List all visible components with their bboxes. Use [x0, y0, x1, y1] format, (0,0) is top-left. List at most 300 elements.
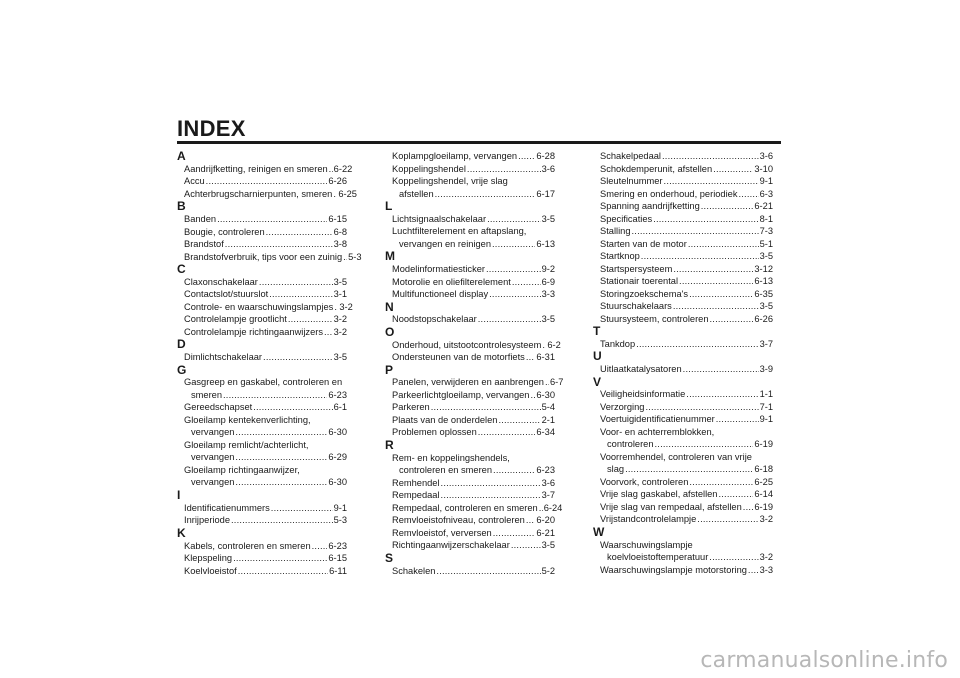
index-page-ref: 3-5: [541, 540, 555, 551]
index-entry: [593, 300, 773, 313]
index-letter-heading: K: [177, 525, 186, 540]
index-page-ref: 3-7: [759, 338, 773, 349]
index-entry-label: vervangen: [191, 477, 235, 488]
index-entry: [385, 426, 555, 439]
index-entry-label: Aandrijfketting, reinigen en smeren: [184, 163, 328, 174]
index-entry: [177, 313, 347, 326]
dot-leader: [493, 527, 536, 540]
index-entry-label: Specificaties: [600, 213, 653, 224]
index-entry: [593, 476, 773, 489]
index-entry: [593, 388, 773, 401]
index-page-ref: 3-2: [759, 514, 773, 525]
dot-leader: [312, 540, 328, 553]
index-entry-text: Gloeilamp richtingaanwijzer,: [184, 464, 300, 475]
index-page-ref: 6-19: [754, 501, 773, 512]
index-letter-heading: D: [177, 337, 186, 352]
index-entry: [385, 539, 555, 552]
index-page-ref: 6-14: [754, 489, 773, 500]
index-entry: [385, 150, 555, 163]
dot-leader: [343, 251, 347, 264]
dot-leader: [530, 389, 535, 402]
index-page-ref: 6-18: [754, 464, 773, 475]
index-entry-label: controleren: [607, 439, 654, 450]
index-page-ref: 9-2: [541, 264, 555, 275]
index-letter-heading: T: [593, 324, 601, 338]
index-entry: [593, 488, 773, 501]
dot-leader: [231, 514, 333, 527]
index-page-ref: 6-8: [333, 226, 347, 237]
index-entry-text: Gasgreep en gaskabel, controleren en: [184, 377, 343, 388]
index-letter-heading: A: [177, 149, 186, 163]
index-entry-label: Stalling: [600, 226, 631, 236]
dot-leader: [435, 188, 536, 201]
index-entry-label: Vrije slag gaskabel, afstellen: [600, 489, 718, 500]
dot-leader: [673, 263, 753, 276]
index-page-ref: 6-28: [536, 151, 555, 161]
index-entry-label: koelvloeistoftemperatuur: [607, 552, 709, 563]
index-entry-label: Richtingaanwijzerschakelaar: [392, 540, 510, 551]
index-entry-label: slag: [607, 464, 625, 475]
index-entry-label: Controlelampje richtingaanwijzers: [184, 326, 323, 337]
index-page-ref: 6-26: [328, 176, 347, 187]
index-entry: [177, 276, 347, 289]
index-entry: [385, 213, 555, 226]
index-entry-label: Parkeren: [392, 402, 430, 413]
index-page-ref: 6-30: [328, 477, 347, 488]
index-page-ref: 6-21: [754, 201, 773, 211]
dot-leader: [686, 388, 758, 401]
index-entry: [177, 514, 347, 527]
index-entry: [593, 438, 773, 451]
dot-leader: [288, 313, 333, 326]
index-page-ref: 3-8: [333, 239, 347, 250]
dot-leader: [478, 313, 541, 326]
dot-leader: [263, 351, 333, 364]
index-entry-label: Claxonschakelaar: [184, 276, 258, 287]
dot-leader: [636, 338, 758, 351]
index-page-ref: 9-1: [333, 502, 347, 513]
index-entry: [385, 389, 555, 402]
index-entry: [593, 250, 773, 263]
index-entry-label: Voorvork, controleren: [600, 476, 689, 487]
index-entry-label: Rempedaal: [392, 490, 440, 501]
index-entry-label: Starten van de motor: [600, 238, 687, 249]
index-page-ref: 3-2: [339, 301, 353, 312]
index-entry-text: Koppelingshendel, vrije slag: [392, 176, 508, 186]
index-letter-heading: I: [177, 487, 181, 502]
index-entry-label: Remvloeistof, verversen: [392, 527, 492, 538]
dot-leader: [526, 514, 536, 527]
index-entry-label: Modelinformatiesticker: [392, 264, 486, 275]
index-entry-label: Inrijperiode: [184, 515, 230, 526]
index-entry-label: Panelen, verwijderen en aanbrengen: [392, 377, 544, 388]
index-page-ref: 3-3: [541, 289, 555, 300]
dot-leader: [269, 288, 332, 301]
index-entry-label: Storingzoekschema's: [600, 288, 689, 299]
index-entry-text: Voorremhendel, controleren van vrije: [600, 451, 752, 462]
dot-leader: [748, 564, 759, 577]
title-rule: [177, 141, 781, 144]
index-page-ref: 3-1: [333, 289, 347, 300]
index-entry: [177, 301, 353, 314]
index-entry: [593, 263, 773, 276]
index-entry: [593, 401, 773, 414]
dot-leader: [679, 275, 753, 288]
index-page-ref: 6-2: [547, 339, 561, 350]
dot-leader: [688, 238, 759, 251]
index-page-ref: 3-12: [754, 263, 773, 274]
dot-leader: [518, 150, 535, 163]
index-page-ref: 3-3: [759, 564, 773, 575]
index-page-ref: 6-15: [328, 553, 347, 564]
index-entry: [385, 514, 555, 527]
index-page-ref: 6-24: [543, 502, 563, 513]
index-page-ref: 9-1: [759, 414, 773, 425]
index-entry: [593, 413, 773, 426]
dot-leader: [673, 300, 759, 313]
page-title: INDEX: [177, 116, 246, 141]
index-entry-label: Waarschuwingslampje motorstoring: [600, 564, 747, 575]
dot-leader: [689, 288, 753, 301]
index-letter-heading: N: [385, 299, 394, 314]
index-entry-label: Voertuigidentificatienummer: [600, 414, 715, 425]
index-column-1: [177, 149, 362, 577]
index-entry-label: Brandstofverbruik, tips voor een zuinig: [184, 251, 343, 262]
dot-leader: [478, 426, 536, 439]
dot-leader: [545, 376, 549, 389]
index-entry: [385, 489, 555, 502]
index-page-ref: 6-15: [328, 214, 347, 225]
dot-leader: [486, 263, 541, 276]
index-letter-heading: P: [385, 362, 394, 377]
index-page-ref: 6-30: [536, 389, 555, 400]
index-entry-text: Waarschuwingslampje: [600, 539, 693, 550]
index-entry-label: Tankdop: [600, 338, 636, 349]
index-page-ref: 5-4: [541, 402, 555, 413]
dot-leader: [718, 488, 753, 501]
index-entry-label: Problemen oplossen: [392, 427, 477, 438]
index-entry-label: Multifunctioneel display: [392, 289, 489, 300]
index-page-ref: 3-5: [759, 251, 773, 261]
index-entry: [177, 226, 347, 239]
index-entry: [593, 175, 773, 188]
index-entry-label: vervangen: [191, 452, 235, 463]
index-page-ref: 3-5: [333, 276, 347, 287]
watermark: carmanualsonline.info: [700, 648, 948, 673]
index-entry: [385, 502, 563, 515]
dot-leader: [253, 401, 332, 414]
index-entry: [177, 238, 347, 251]
index-page-ref: 6-25: [338, 188, 357, 199]
index-page-ref: 3-2: [759, 552, 773, 563]
index-entry-label: Accu: [184, 176, 205, 187]
dot-leader: [655, 438, 754, 451]
index-page-ref: 6-22: [333, 163, 353, 174]
index-entry-label: vervangen: [191, 427, 235, 438]
index-page-ref: 3-6: [541, 163, 555, 174]
index-page-ref: 7-3: [759, 226, 773, 236]
dot-leader: [716, 413, 759, 426]
index-entry: [593, 163, 773, 176]
index-page-ref: 5-2: [541, 565, 555, 576]
dot-leader: [492, 238, 535, 251]
index-entry: [385, 464, 555, 477]
index-entry-label: Bougie, controleren: [184, 226, 265, 237]
dot-leader: [235, 451, 327, 464]
index-page-ref: 8-1: [759, 213, 773, 224]
index-entry: [593, 200, 773, 213]
index-letter-heading: U: [593, 349, 602, 364]
dot-leader: [632, 225, 759, 238]
index-entry-label: Schokdemperunit, afstellen: [600, 163, 713, 174]
index-page-ref: 6-23: [328, 389, 347, 400]
index-entry: [385, 401, 555, 414]
index-entry: [177, 401, 347, 414]
index-entry: [385, 565, 555, 578]
index-page-ref: 5-1: [759, 238, 773, 249]
index-page-ref: 6-7: [549, 377, 564, 388]
index-page-ref: 6-31: [536, 352, 555, 363]
index-entry-label: Motorolie en oliefilterelement: [392, 276, 511, 287]
index-entry: [177, 451, 347, 464]
dot-leader: [645, 401, 758, 414]
index-letter-heading: M: [385, 249, 395, 264]
index-entry-label: Dimlichtschakelaar: [184, 352, 263, 363]
dot-leader: [697, 513, 758, 526]
index-page-ref: 1-1: [759, 389, 773, 400]
index-entry-label: Controlelampje grootlicht: [184, 314, 287, 325]
index-entry-label: afstellen: [399, 188, 434, 199]
index-letter-heading: O: [385, 324, 395, 339]
index-page-ref: 3-5: [541, 314, 555, 325]
index-entry-label: vervangen en reinigen: [399, 238, 492, 249]
index-page-ref: 6-26: [754, 313, 773, 324]
dot-leader: [238, 565, 328, 578]
index-entry-label: Plaats van de onderdelen: [392, 414, 498, 425]
index-entry: [593, 513, 773, 526]
dot-leader: [542, 339, 546, 352]
dot-leader: [526, 351, 536, 364]
index-letter-heading: R: [385, 437, 394, 452]
dot-leader: [441, 489, 541, 502]
index-page-ref: 6-13: [536, 238, 555, 249]
index-letter-heading: L: [385, 199, 393, 213]
index-entry-label: smeren: [191, 389, 223, 400]
dot-leader: [329, 163, 333, 176]
index-entry-label: Noodstopschakelaar: [392, 314, 477, 325]
index-entry-label: Rempedaal, controleren en smeren: [392, 502, 538, 513]
index-entry: [593, 213, 773, 226]
index-page-ref: 3-10: [754, 163, 773, 174]
dot-leader: [641, 250, 759, 263]
index-entry: [385, 477, 555, 490]
index-entry: [177, 540, 347, 553]
dot-leader: [225, 238, 333, 251]
index-entry-text: Luchtfilterelement en aftapslang,: [392, 226, 527, 237]
index-entry: [385, 527, 555, 540]
index-page-ref: 7-1: [759, 401, 773, 412]
index-page-ref: 6-23: [536, 465, 555, 476]
index-page-ref: 6-20: [536, 515, 555, 526]
index-entry: [593, 275, 773, 288]
index-entry-label: Controle- en waarschuwingslampjes: [184, 301, 334, 312]
index-entry-label: Kabels, controleren en smeren: [184, 540, 311, 551]
index-entry-label: Koelvloeistof: [184, 565, 237, 576]
index-entry: [177, 552, 347, 565]
index-entry: [385, 288, 555, 301]
index-entry: [385, 351, 555, 364]
index-entry-label: Ondersteunen van de motorfiets: [392, 352, 525, 363]
index-entry-label: Stuursysteem, controleren: [600, 313, 709, 324]
index-entry-label: Schakelen: [392, 565, 436, 576]
index-letter-heading: C: [177, 262, 186, 277]
index-entry-label: Koplampgloeilamp, vervangen: [392, 151, 518, 161]
index-entry-label: Brandstof: [184, 239, 224, 250]
index-entry: [593, 188, 773, 201]
index-entry-label: Uitlaatkatalysatoren: [600, 364, 682, 375]
index-entry: [385, 163, 555, 176]
dot-leader: [701, 200, 754, 213]
index-entry-text: Gloeilamp remlicht/achterlicht,: [184, 439, 309, 450]
index-entry: [177, 389, 347, 402]
index-page-ref: 3-5: [541, 213, 555, 224]
index-entry: [177, 476, 347, 489]
index-entry-text: Voor- en achterremblokken,: [600, 426, 715, 437]
dot-leader: [467, 163, 541, 176]
index-entry-label: Klepspeling: [184, 553, 233, 564]
index-entry: [593, 463, 773, 476]
index-page-ref: 3-6: [541, 477, 555, 488]
index-entry: [177, 175, 347, 188]
index-entry: [593, 501, 773, 514]
index-page-ref: 6-19: [754, 439, 773, 450]
index-page-ref: 3-9: [759, 364, 773, 375]
index-entry: [177, 351, 347, 364]
index-entry: [385, 376, 564, 389]
index-entry-label: Schakelpedaal: [600, 151, 661, 161]
index-entry: [385, 188, 555, 201]
index-page-ref: 3-2: [333, 326, 347, 337]
index-entry: [593, 338, 773, 351]
index-entry-label: Verzorging: [600, 401, 645, 412]
index-entry: [385, 238, 555, 251]
index-entry: [177, 251, 362, 264]
index-entry-label: controleren en smeren: [399, 465, 493, 476]
dot-leader: [235, 476, 327, 489]
dot-leader: [271, 502, 333, 515]
dot-leader: [431, 401, 541, 414]
index-entry: [593, 313, 773, 326]
index-page-ref: 6-25: [754, 476, 773, 487]
index-entry-label: Vrije slag van rempedaal, afstellen: [600, 501, 742, 512]
dot-leader: [217, 213, 327, 226]
dot-leader: [487, 213, 541, 226]
index-page-ref: 6-3: [759, 188, 773, 199]
index-entry: [593, 363, 773, 376]
dot-leader: [223, 389, 327, 402]
index-entry: [177, 288, 347, 301]
index-letter-heading: B: [177, 199, 186, 214]
index-entry-label: Startspersysteem: [600, 263, 673, 274]
index-letter-heading: G: [177, 362, 187, 377]
index-letter-heading: W: [593, 524, 605, 539]
index-entry-label: Stuurschakelaars: [600, 301, 672, 311]
dot-leader: [436, 565, 540, 578]
dot-leader: [709, 551, 758, 564]
index-page-ref: 6-21: [536, 527, 555, 538]
index-entry-label: Achterbrugscharnierpunten, smeren: [184, 188, 333, 199]
index-entry-text: Rem- en koppelingshendels,: [392, 452, 510, 463]
dot-leader: [324, 326, 333, 339]
index-entry-label: Startknop: [600, 251, 640, 261]
index-page-ref: 3-5: [333, 352, 347, 363]
index-entry: [593, 225, 773, 238]
dot-leader: [689, 476, 753, 489]
index-entry-label: Koppelingshendel: [392, 163, 466, 174]
index-entry-label: Gereedschapset: [184, 402, 253, 413]
index-entry: [177, 326, 347, 339]
index-page-ref: 3-6: [759, 151, 773, 161]
index-entry-label: Remhendel: [392, 477, 440, 488]
dot-leader: [334, 301, 338, 314]
index-entry-label: Vrijstandcontrolelampje: [600, 514, 697, 525]
index-entry-label: Lichtsignaalschakelaar: [392, 213, 487, 224]
index-entry-label: Sleutelnummer: [600, 176, 663, 186]
index-page-ref: 2-1: [541, 414, 555, 425]
index-entry-label: Smering en onderhoud, periodiek: [600, 188, 738, 199]
index-entry: [177, 502, 347, 515]
dot-leader: [710, 313, 754, 326]
index-page-ref: 3-5: [759, 301, 773, 311]
index-page-ref: 6-9: [541, 276, 555, 287]
index-entry-label: Onderhoud, uitstootcontrolesysteem: [392, 339, 542, 350]
index-entry: [177, 188, 357, 201]
index-page-ref: 6-17: [536, 188, 555, 199]
dot-leader: [333, 188, 337, 201]
index-page-ref: 6-30: [328, 427, 347, 438]
dot-leader: [259, 276, 333, 289]
index-entry: [177, 565, 347, 578]
index-entry: [385, 313, 555, 326]
index-entry-label: Remvloeistofniveau, controleren: [392, 515, 525, 526]
dot-leader: [664, 175, 759, 188]
dot-leader: [511, 539, 541, 552]
dot-leader: [713, 163, 753, 176]
dot-leader: [662, 150, 759, 163]
index-page-ref: 6-23: [328, 540, 347, 551]
index-page-ref: 3-2: [333, 314, 347, 325]
index-entry-label: Stationair toerental: [600, 276, 679, 286]
index-entry-label: Contactslot/stuurslot: [184, 289, 269, 300]
dot-leader: [539, 502, 543, 515]
index-entry-label: Identificatienummers: [184, 502, 270, 513]
index-entry: [385, 414, 555, 427]
dot-leader: [206, 175, 328, 188]
index-entry: [177, 426, 347, 439]
index-column-3: [593, 150, 773, 576]
index-page-ref: 3-7: [541, 490, 555, 501]
index-entry-label: Spanning aandrijfketting: [600, 201, 700, 211]
index-entry-text: Gloeilamp kentekenverlichting,: [184, 414, 311, 425]
index-page-ref: 6-1: [333, 402, 347, 413]
dot-leader: [493, 464, 535, 477]
index-entry-label: Banden: [184, 214, 217, 225]
index-entry: [593, 238, 773, 251]
index-page-ref: 6-29: [328, 452, 347, 463]
index-letter-heading: V: [593, 374, 602, 389]
dot-leader: [498, 414, 540, 427]
index-page-ref: 6-13: [754, 276, 773, 286]
